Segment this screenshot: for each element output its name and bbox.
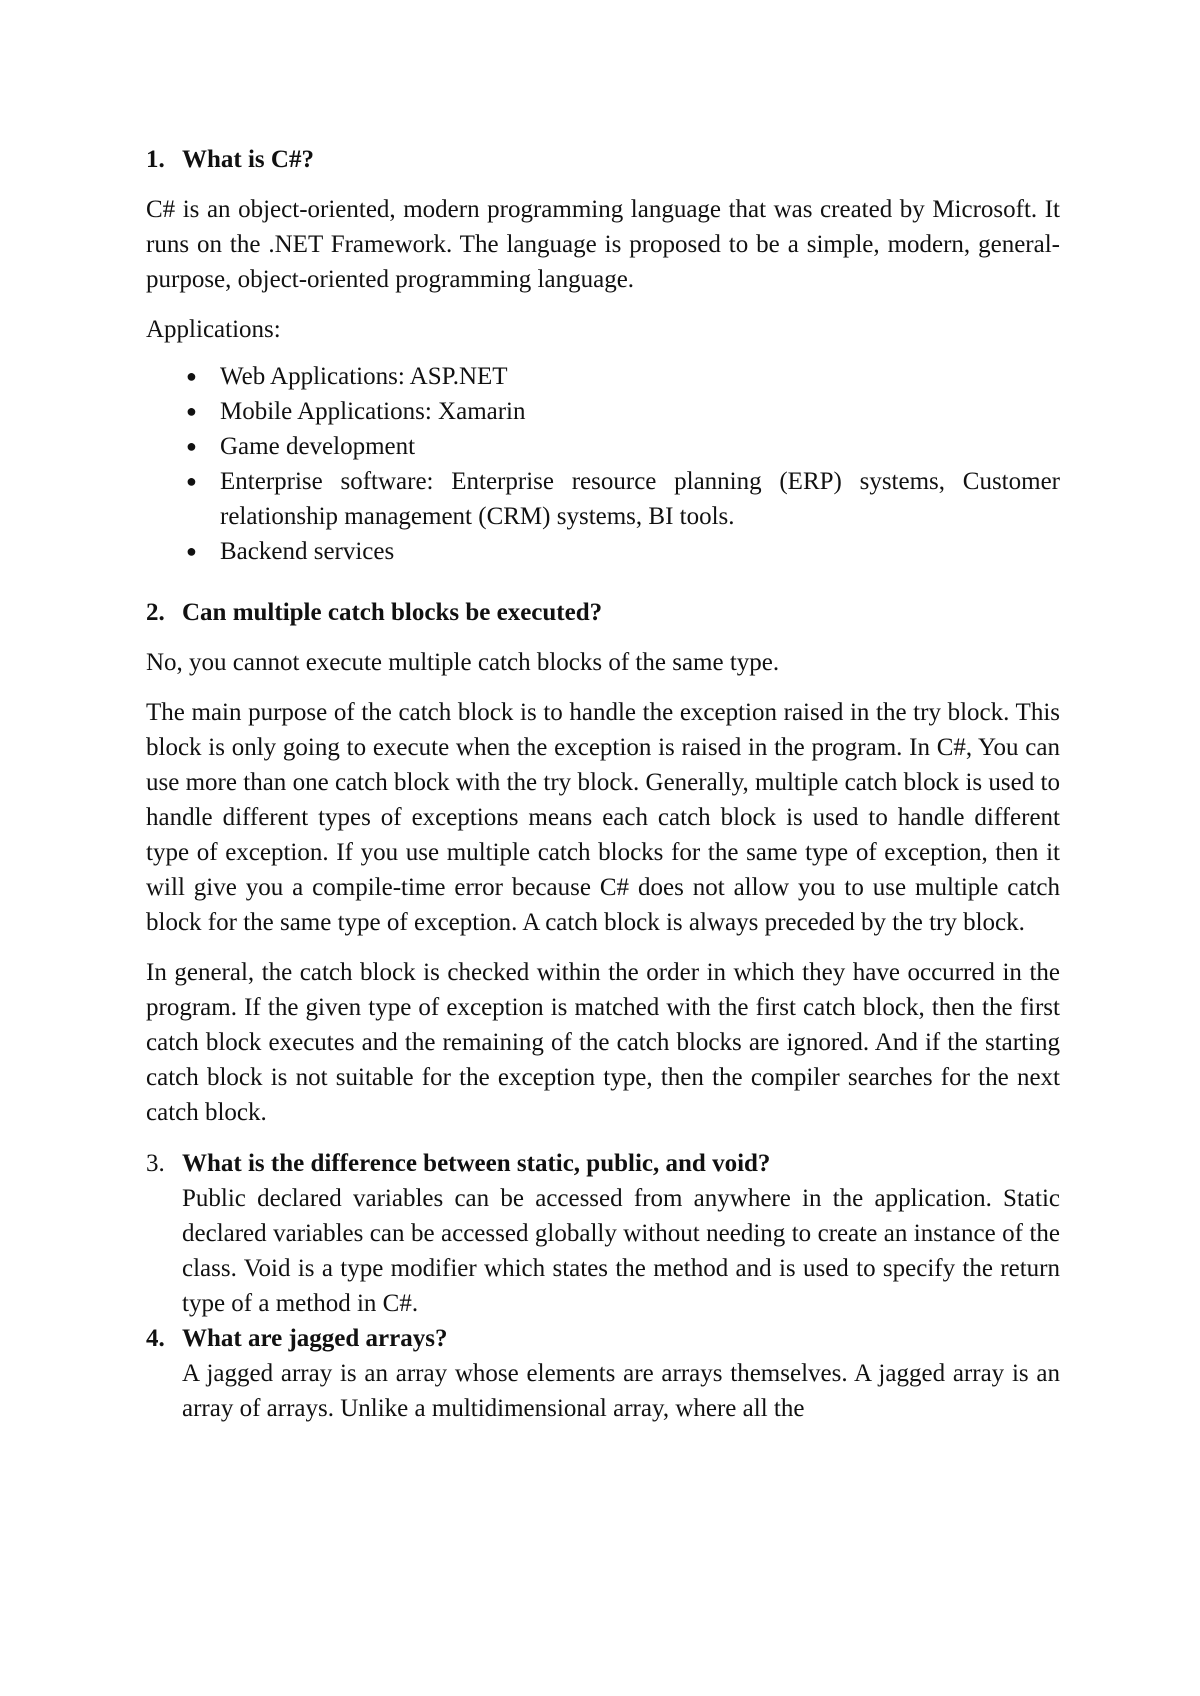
q1-apps-label: Applications: xyxy=(146,316,281,343)
q2-paragraph-3: In general, the catch block is checked within the order in which they have occurred in the program. If the given type of exception is matched with the first catch block, then the first catch block executes and the remaining of the catch blocks are ignored. And if the starting catch block is not suitable for the exception type, then the compiler searches for the next catch block. xyxy=(146,959,1060,1126)
list-item: ● Web Applications: ASP.NET xyxy=(146,359,1060,394)
q1-title: What is C#? xyxy=(182,146,314,173)
list-item: ● Enterprise software: Enterprise resource planning (ERP) systems, Customer relationship management (CRM) systems, BI tools. xyxy=(146,464,1060,534)
q1-body: C# is an object-oriented, modern programming language that was created by Microsoft. It runs on the .NET Framework. The language is proposed to be a simple, modern, general-purpose, object-oriented programming language. xyxy=(146,196,1060,293)
q4-title: What are jagged arrays? xyxy=(182,1325,448,1352)
bullet-icon: ● xyxy=(186,401,197,421)
bullet-icon: ● xyxy=(186,471,197,491)
q2-heading xyxy=(146,595,1060,630)
q3-body: Public declared variables can be accessed from anywhere in the application. Static declared variables can be accessed globally without needing to create an instance of the class. Void is a type modifier which states the method and is used to specify the return type of a method in C#. xyxy=(182,1185,1060,1317)
bullet-icon: ● xyxy=(186,541,197,561)
bullet-icon: ● xyxy=(186,366,197,386)
q3-number: 3. xyxy=(146,1150,165,1177)
document-page xyxy=(146,142,1060,1426)
q4-heading xyxy=(146,1321,1060,1356)
list-item: ● Game development xyxy=(146,429,1060,464)
bullet-icon: ● xyxy=(186,436,197,456)
q3-title: What is the difference between static, public, and void? xyxy=(182,1150,771,1177)
q3-heading xyxy=(146,1146,1060,1181)
list-item: ● Backend services xyxy=(146,534,1060,569)
list-item: ● Mobile Applications: Xamarin xyxy=(146,394,1060,429)
q2-title: Can multiple catch blocks be executed? xyxy=(182,599,603,626)
q4-body: A jagged array is an array whose elements are arrays themselves. A jagged array is an array of arrays. Unlike a multidimensional array, where all the xyxy=(182,1360,1060,1422)
q1-number: 1. xyxy=(146,146,165,173)
q2-paragraph-2: The main purpose of the catch block is to handle the exception raised in the try block. This block is only going to execute when the exception is raised in the program. In C#, You can use more than one catch block with the try block. Generally, multiple catch block is used to handle different types of exceptions means each catch block is used to handle different type of exception. If you use multiple catch blocks for the same type of exception, then it will give you a compile-time error because C# does not allow you to use multiple catch block for the same type of exception. A catch block is always preceded by the try block. xyxy=(146,699,1060,936)
q4-number: 4. xyxy=(146,1325,165,1352)
q2-paragraph-1: No, you cannot execute multiple catch blocks of the same type. xyxy=(146,649,780,676)
q1-apps-list xyxy=(146,359,1060,569)
q1-heading xyxy=(146,142,1060,177)
q2-number: 2. xyxy=(146,599,165,626)
